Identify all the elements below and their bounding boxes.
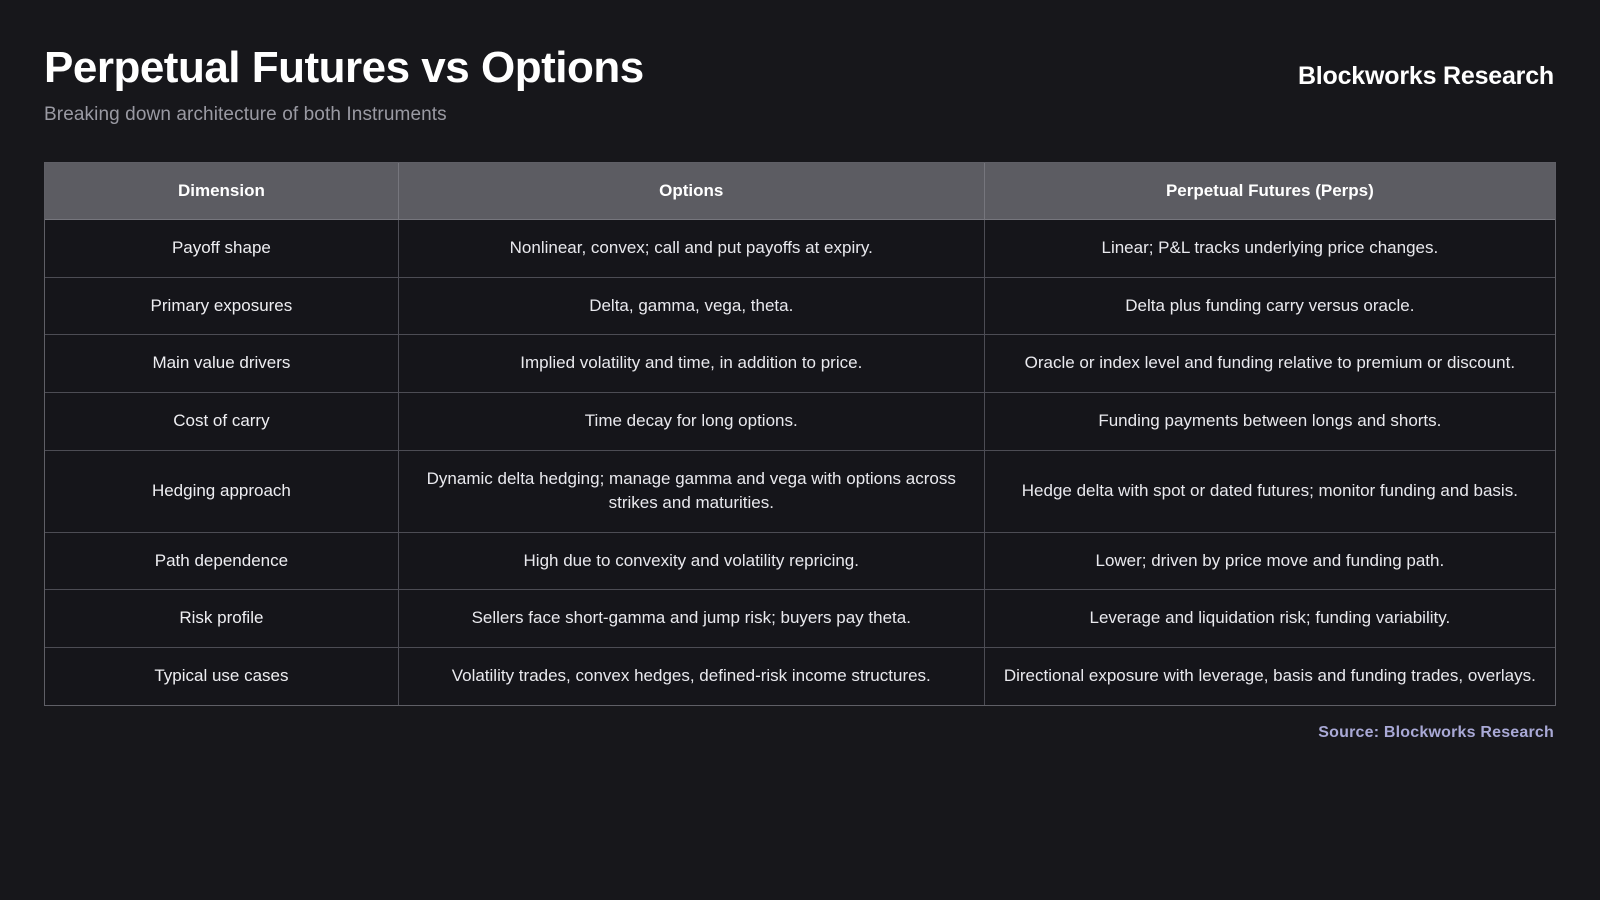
cell-dimension: Main value drivers	[45, 335, 398, 393]
cell-perps: Lower; driven by price move and funding path.	[984, 532, 1555, 590]
header	[44, 44, 1556, 156]
table-row	[45, 220, 1555, 278]
cell-perps: Oracle or index level and funding relative to premium or discount.	[984, 335, 1555, 393]
cell-perps: Hedge delta with spot or dated futures; monitor funding and basis.	[984, 450, 1555, 532]
cell-options: Dynamic delta hedging; manage gamma and vega with options across strikes and maturities.	[398, 450, 984, 532]
cell-dimension: Primary exposures	[45, 277, 398, 335]
brand-logo-text: Blockworks Research	[1297, 62, 1554, 90]
cell-options: Nonlinear, convex; call and put payoffs at expiry.	[398, 220, 984, 278]
table-header	[45, 163, 1555, 220]
cell-dimension: Payoff shape	[45, 220, 398, 278]
cell-perps: Linear; P&L tracks underlying price changes.	[984, 220, 1555, 278]
cell-dimension: Risk profile	[45, 590, 398, 648]
table-row	[45, 335, 1555, 393]
comparison-table-wrapper	[44, 162, 1556, 706]
table-body	[45, 220, 1555, 705]
cell-options: Sellers face short-gamma and jump risk; buyers pay theta.	[398, 590, 984, 648]
cell-dimension: Cost of carry	[45, 392, 398, 450]
cell-dimension: Hedging approach	[45, 450, 398, 532]
column-header-dimension: Dimension	[45, 163, 398, 220]
cell-perps: Leverage and liquidation risk; funding variability.	[984, 590, 1555, 648]
cell-perps: Delta plus funding carry versus oracle.	[984, 277, 1555, 335]
table-row	[45, 590, 1555, 648]
source-attribution: Source: Blockworks Research	[1318, 723, 1554, 741]
cell-options: Implied volatility and time, in addition to price.	[398, 335, 984, 393]
table-row	[45, 277, 1555, 335]
table-header-row	[45, 163, 1555, 220]
page-subtitle: Breaking down architecture of both Instruments	[44, 104, 447, 126]
column-header-perps: Perpetual Futures (Perps)	[984, 163, 1555, 220]
cell-options: High due to convexity and volatility repricing.	[398, 532, 984, 590]
page-title: Perpetual Futures vs Options	[44, 43, 644, 92]
table-row	[45, 392, 1555, 450]
cell-perps: Funding payments between longs and shorts.	[984, 392, 1555, 450]
cell-dimension: Path dependence	[45, 532, 398, 590]
cell-options: Volatility trades, convex hedges, defined-risk income structures.	[398, 648, 984, 705]
comparison-table	[45, 163, 1555, 705]
table-row	[45, 532, 1555, 590]
table-row	[45, 648, 1555, 705]
table-row	[45, 450, 1555, 532]
cell-options: Delta, gamma, vega, theta.	[398, 277, 984, 335]
cell-options: Time decay for long options.	[398, 392, 984, 450]
column-header-options: Options	[398, 163, 984, 220]
cell-perps: Directional exposure with leverage, basis and funding trades, overlays.	[984, 648, 1555, 705]
cell-dimension: Typical use cases	[45, 648, 398, 705]
